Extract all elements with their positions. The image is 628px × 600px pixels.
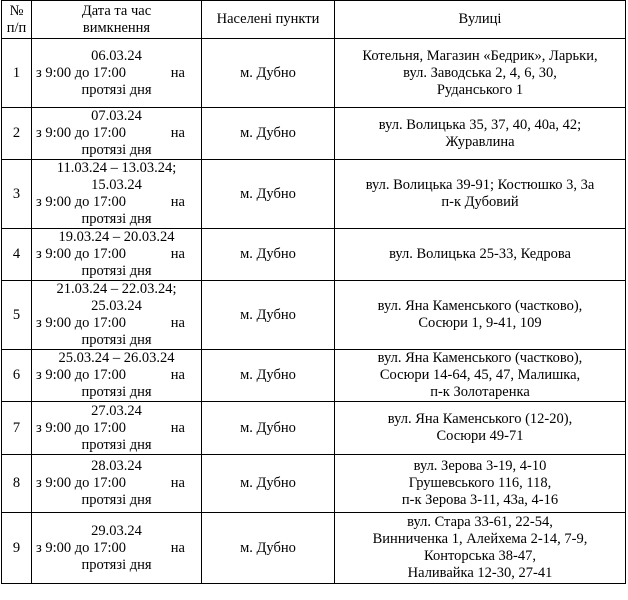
street-line: Конторська 38-47, bbox=[424, 548, 536, 564]
row-streets bbox=[335, 229, 626, 281]
time-line bbox=[34, 420, 199, 437]
time-line bbox=[34, 65, 199, 82]
street-line: Сосюри 14-64, 45, 47, Малишка, bbox=[379, 367, 581, 383]
row-streets bbox=[335, 402, 626, 455]
row-place: м. Дубно bbox=[202, 108, 335, 160]
time-line bbox=[34, 367, 199, 384]
table-row bbox=[2, 229, 626, 281]
date-line: 15.03.24 bbox=[91, 177, 142, 193]
table-row bbox=[2, 39, 626, 108]
table-row bbox=[2, 513, 626, 584]
time-tail: протязі дня bbox=[81, 142, 152, 158]
street-line: Котельня, Магазин «Бедрик», Ларьки, bbox=[362, 47, 598, 64]
time-range: з 9:00 до 17:00 bbox=[36, 246, 127, 262]
time-na: на bbox=[170, 315, 185, 331]
time-line bbox=[34, 125, 199, 142]
row-streets bbox=[335, 350, 626, 402]
row-datetime bbox=[32, 402, 202, 455]
time-na: на bbox=[170, 539, 185, 556]
date-line: 21.03.24 – 22.03.24; bbox=[56, 281, 177, 297]
street-line: Сосюри 1, 9-41, 109 bbox=[418, 315, 542, 331]
row-datetime bbox=[32, 281, 202, 350]
table-row bbox=[2, 160, 626, 229]
table-row bbox=[2, 455, 626, 513]
row-number: 4 bbox=[2, 229, 32, 281]
row-datetime bbox=[32, 160, 202, 229]
row-number: 3 bbox=[2, 160, 32, 229]
street-line: вул. Яна Каменського (частково), bbox=[377, 350, 583, 366]
row-datetime bbox=[32, 108, 202, 160]
row-place: м. Дубно bbox=[202, 160, 335, 229]
row-streets bbox=[335, 39, 626, 108]
time-tail: протязі дня bbox=[81, 211, 152, 227]
time-line bbox=[34, 475, 199, 492]
street-line: Наливайка 12-30, 27-41 bbox=[407, 565, 553, 581]
time-tail: протязі дня bbox=[81, 492, 152, 508]
row-number: 7 bbox=[2, 402, 32, 455]
row-datetime bbox=[32, 455, 202, 513]
header-num bbox=[2, 1, 32, 39]
street-line: Сосюри 49-71 bbox=[436, 428, 524, 444]
time-range: з 9:00 до 17:00 bbox=[36, 539, 127, 556]
row-streets bbox=[335, 513, 626, 584]
street-line: Руданського 1 bbox=[436, 81, 524, 98]
header-datetime-line: вимкнення bbox=[82, 19, 151, 36]
header-num-line: № bbox=[9, 2, 24, 19]
street-line: п-к Зерова 3-11, 43а, 4-16 bbox=[401, 492, 559, 508]
street-line: вул. Яна Каменського (частково), bbox=[377, 298, 583, 314]
time-tail: протязі дня bbox=[81, 332, 152, 348]
row-place: м. Дубно bbox=[202, 455, 335, 513]
header-datetime-line: Дата та час bbox=[81, 2, 152, 19]
date-line: 07.03.24 bbox=[91, 108, 142, 124]
table-row bbox=[2, 281, 626, 350]
street-line: вул. Волицька 35, 37, 40, 40а, 42; bbox=[378, 116, 582, 133]
time-na: на bbox=[170, 475, 185, 491]
time-na: на bbox=[170, 419, 185, 436]
time-range: з 9:00 до 17:00 bbox=[36, 367, 127, 383]
row-datetime bbox=[32, 350, 202, 402]
row-streets bbox=[335, 108, 626, 160]
street-line: Винниченка 1, Алейхема 2-14, 7-9, bbox=[372, 531, 588, 547]
time-na: на bbox=[170, 194, 185, 210]
street-line: п-к Дубовий bbox=[441, 194, 519, 210]
row-number: 8 bbox=[2, 455, 32, 513]
date-line: 28.03.24 bbox=[91, 458, 142, 474]
row-number: 9 bbox=[2, 513, 32, 584]
street-line: вул. Зерова 3-19, 4-10 bbox=[413, 458, 547, 474]
row-place: м. Дубно bbox=[202, 229, 335, 281]
table-body bbox=[2, 39, 626, 584]
time-na: на bbox=[170, 64, 185, 81]
outage-schedule-table bbox=[1, 0, 626, 584]
date-line: 25.03.24 bbox=[91, 298, 142, 314]
header-row bbox=[2, 1, 626, 39]
street-line: вул. Стара 33-61, 22-54, bbox=[407, 514, 553, 530]
street-line: Грушевського 116, 118, bbox=[408, 475, 552, 491]
time-line bbox=[34, 540, 199, 557]
header-place: Населені пункти bbox=[202, 1, 335, 39]
street-line: вул. Яна Каменського (12-20), bbox=[387, 411, 573, 427]
date-line: 06.03.24 bbox=[91, 47, 142, 64]
street-line: вул. Заводська 2, 4, 6, 30, bbox=[403, 64, 557, 81]
row-streets bbox=[335, 160, 626, 229]
date-line: 25.03.24 – 26.03.24 bbox=[58, 350, 175, 366]
header-datetime bbox=[32, 1, 202, 39]
row-place: м. Дубно bbox=[202, 39, 335, 108]
row-datetime bbox=[32, 513, 202, 584]
date-line: 29.03.24 bbox=[91, 522, 142, 539]
time-tail: протязі дня bbox=[81, 263, 152, 279]
row-place: м. Дубно bbox=[202, 513, 335, 584]
row-streets bbox=[335, 455, 626, 513]
time-tail: протязі дня bbox=[81, 436, 152, 453]
time-tail: протязі дня bbox=[81, 384, 152, 400]
row-place: м. Дубно bbox=[202, 281, 335, 350]
time-na: на bbox=[170, 246, 185, 262]
row-place: м. Дубно bbox=[202, 350, 335, 402]
time-range: з 9:00 до 17:00 bbox=[36, 125, 127, 141]
table-row bbox=[2, 350, 626, 402]
row-number: 2 bbox=[2, 108, 32, 160]
row-streets bbox=[335, 281, 626, 350]
row-datetime bbox=[32, 229, 202, 281]
time-line bbox=[34, 315, 199, 332]
date-line: 19.03.24 – 20.03.24 bbox=[58, 229, 175, 245]
table-row bbox=[2, 402, 626, 455]
time-tail: протязі дня bbox=[81, 81, 152, 98]
header-num-line: п/п bbox=[6, 19, 27, 36]
time-range: з 9:00 до 17:00 bbox=[36, 64, 127, 81]
time-na: на bbox=[170, 125, 185, 141]
street-line: вул. Волицька 39-91; Костюшко 3, 3а bbox=[365, 177, 595, 193]
time-range: з 9:00 до 17:00 bbox=[36, 315, 127, 331]
time-line bbox=[34, 194, 199, 211]
time-na: на bbox=[170, 367, 185, 383]
header-streets: Вулиці bbox=[335, 1, 626, 39]
table-row bbox=[2, 108, 626, 160]
row-number: 5 bbox=[2, 281, 32, 350]
date-line: 27.03.24 bbox=[91, 402, 142, 419]
time-range: з 9:00 до 17:00 bbox=[36, 194, 127, 210]
time-line bbox=[34, 246, 199, 263]
date-line: 11.03.24 – 13.03.24; bbox=[56, 160, 177, 176]
row-datetime bbox=[32, 39, 202, 108]
row-place: м. Дубно bbox=[202, 402, 335, 455]
time-tail: протязі дня bbox=[81, 556, 152, 573]
row-number: 6 bbox=[2, 350, 32, 402]
street-line: п-к Золотаренка bbox=[430, 384, 530, 400]
time-range: з 9:00 до 17:00 bbox=[36, 475, 127, 491]
street-line: Журавлина bbox=[445, 133, 515, 150]
street-line: вул. Волицька 25-33, Кедрова bbox=[389, 246, 571, 262]
row-number: 1 bbox=[2, 39, 32, 108]
time-range: з 9:00 до 17:00 bbox=[36, 419, 127, 436]
